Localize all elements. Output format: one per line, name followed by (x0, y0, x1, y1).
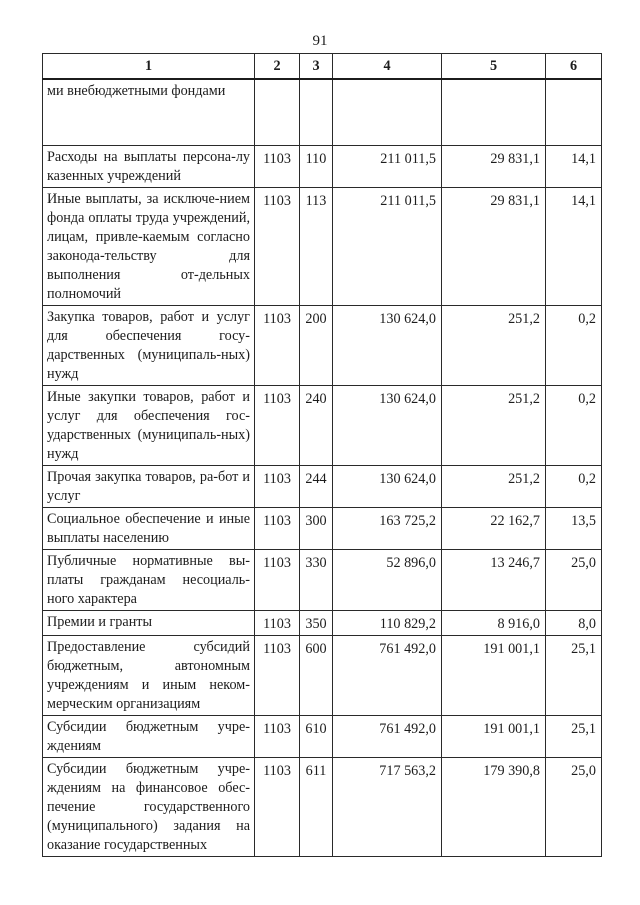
table-row (43, 306, 602, 386)
col-header-4: 4 (333, 54, 442, 80)
table-row (43, 550, 602, 611)
row-percent: 0,2 (546, 306, 602, 386)
col-header-2: 2 (255, 54, 300, 80)
row-percent: 25,0 (546, 550, 602, 611)
row-name: Иные закупки товаров, работ и услуг для обеспечения гос-ударственных (муниципаль-ных) нужд (43, 386, 255, 466)
row-section-code: 1103 (255, 550, 300, 611)
table-row (43, 716, 602, 758)
row-plan-value: 717 563,2 (333, 758, 442, 857)
row-name: Расходы на выплаты персона-лу казенных учреждений (43, 146, 255, 188)
budget-table (42, 53, 602, 857)
row-plan-value: 52 896,0 (333, 550, 442, 611)
row-percent: 14,1 (546, 188, 602, 306)
row-expense-code: 113 (300, 188, 333, 306)
table-row (43, 79, 602, 146)
row-plan-value: 163 725,2 (333, 508, 442, 550)
row-percent: 25,1 (546, 636, 602, 716)
row-expense-code: 240 (300, 386, 333, 466)
row-percent: 0,2 (546, 386, 602, 466)
table-row (43, 466, 602, 508)
table-row (43, 508, 602, 550)
table-row (43, 611, 602, 636)
row-plan-value (333, 79, 442, 146)
row-percent: 14,1 (546, 146, 602, 188)
row-section-code: 1103 (255, 758, 300, 857)
row-expense-code: 330 (300, 550, 333, 611)
row-plan-value: 110 829,2 (333, 611, 442, 636)
row-name: Предоставление субсидий бюджетным, автономным учреждениям и иным неком-мерческим организациям (43, 636, 255, 716)
row-section-code: 1103 (255, 306, 300, 386)
row-expense-code: 610 (300, 716, 333, 758)
row-actual-value: 8 916,0 (442, 611, 546, 636)
row-percent: 13,5 (546, 508, 602, 550)
row-expense-code: 110 (300, 146, 333, 188)
row-expense-code: 200 (300, 306, 333, 386)
row-name: Публичные нормативные вы-платы гражданам несоциаль-ного характера (43, 550, 255, 611)
row-plan-value: 130 624,0 (333, 386, 442, 466)
row-name: Социальное обеспечение и иные выплаты населению (43, 508, 255, 550)
row-section-code: 1103 (255, 386, 300, 466)
row-actual-value: 251,2 (442, 306, 546, 386)
col-header-3: 3 (300, 54, 333, 80)
row-section-code: 1103 (255, 466, 300, 508)
row-actual-value: 29 831,1 (442, 146, 546, 188)
row-name: Субсидии бюджетным учре-ждениям (43, 716, 255, 758)
row-section-code: 1103 (255, 636, 300, 716)
row-name: Прочая закупка товаров, ра-бот и услуг (43, 466, 255, 508)
col-header-6: 6 (546, 54, 602, 80)
row-plan-value: 761 492,0 (333, 716, 442, 758)
row-name: Премии и гранты (43, 611, 255, 636)
table-row (43, 146, 602, 188)
row-expense-code: 611 (300, 758, 333, 857)
row-expense-code: 244 (300, 466, 333, 508)
row-percent: 0,2 (546, 466, 602, 508)
row-expense-code: 300 (300, 508, 333, 550)
row-plan-value: 130 624,0 (333, 306, 442, 386)
row-expense-code: 350 (300, 611, 333, 636)
row-plan-value: 211 011,5 (333, 146, 442, 188)
row-plan-value: 130 624,0 (333, 466, 442, 508)
row-plan-value: 211 011,5 (333, 188, 442, 306)
row-expense-code: 600 (300, 636, 333, 716)
row-section-code: 1103 (255, 716, 300, 758)
row-percent: 25,1 (546, 716, 602, 758)
row-actual-value: 22 162,7 (442, 508, 546, 550)
row-actual-value: 191 001,1 (442, 716, 546, 758)
row-actual-value: 251,2 (442, 386, 546, 466)
row-section-code: 1103 (255, 508, 300, 550)
row-section-code: 1103 (255, 146, 300, 188)
table-row (43, 386, 602, 466)
col-header-1: 1 (43, 54, 255, 80)
row-percent (546, 79, 602, 146)
row-section-code: 1103 (255, 188, 300, 306)
row-percent: 25,0 (546, 758, 602, 857)
row-actual-value (442, 79, 546, 146)
table-header-row (43, 54, 602, 80)
row-percent: 8,0 (546, 611, 602, 636)
row-expense-code (300, 79, 333, 146)
table-row (43, 188, 602, 306)
row-name: ми внебюджетными фондами (43, 79, 255, 146)
table-row (43, 758, 602, 857)
row-name: Субсидии бюджетным учре-ждениям на финансовое обес-печение государственного (муниципального) задания на оказание государственных (43, 758, 255, 857)
row-section-code (255, 79, 300, 146)
row-actual-value: 191 001,1 (442, 636, 546, 716)
table-row (43, 636, 602, 716)
row-section-code: 1103 (255, 611, 300, 636)
row-actual-value: 179 390,8 (442, 758, 546, 857)
row-actual-value: 251,2 (442, 466, 546, 508)
col-header-5: 5 (442, 54, 546, 80)
row-name: Закупка товаров, работ и услуг для обеспечения госу-дарственных (муниципаль-ных) нужд (43, 306, 255, 386)
row-actual-value: 13 246,7 (442, 550, 546, 611)
row-actual-value: 29 831,1 (442, 188, 546, 306)
page-number: 91 (312, 33, 328, 49)
row-plan-value: 761 492,0 (333, 636, 442, 716)
row-name: Иные выплаты, за исключе-нием фонда оплаты труда учреждений, лицам, привле-каемым согласно законода-тельству для выполнения от-дельных полномочий (43, 188, 255, 306)
